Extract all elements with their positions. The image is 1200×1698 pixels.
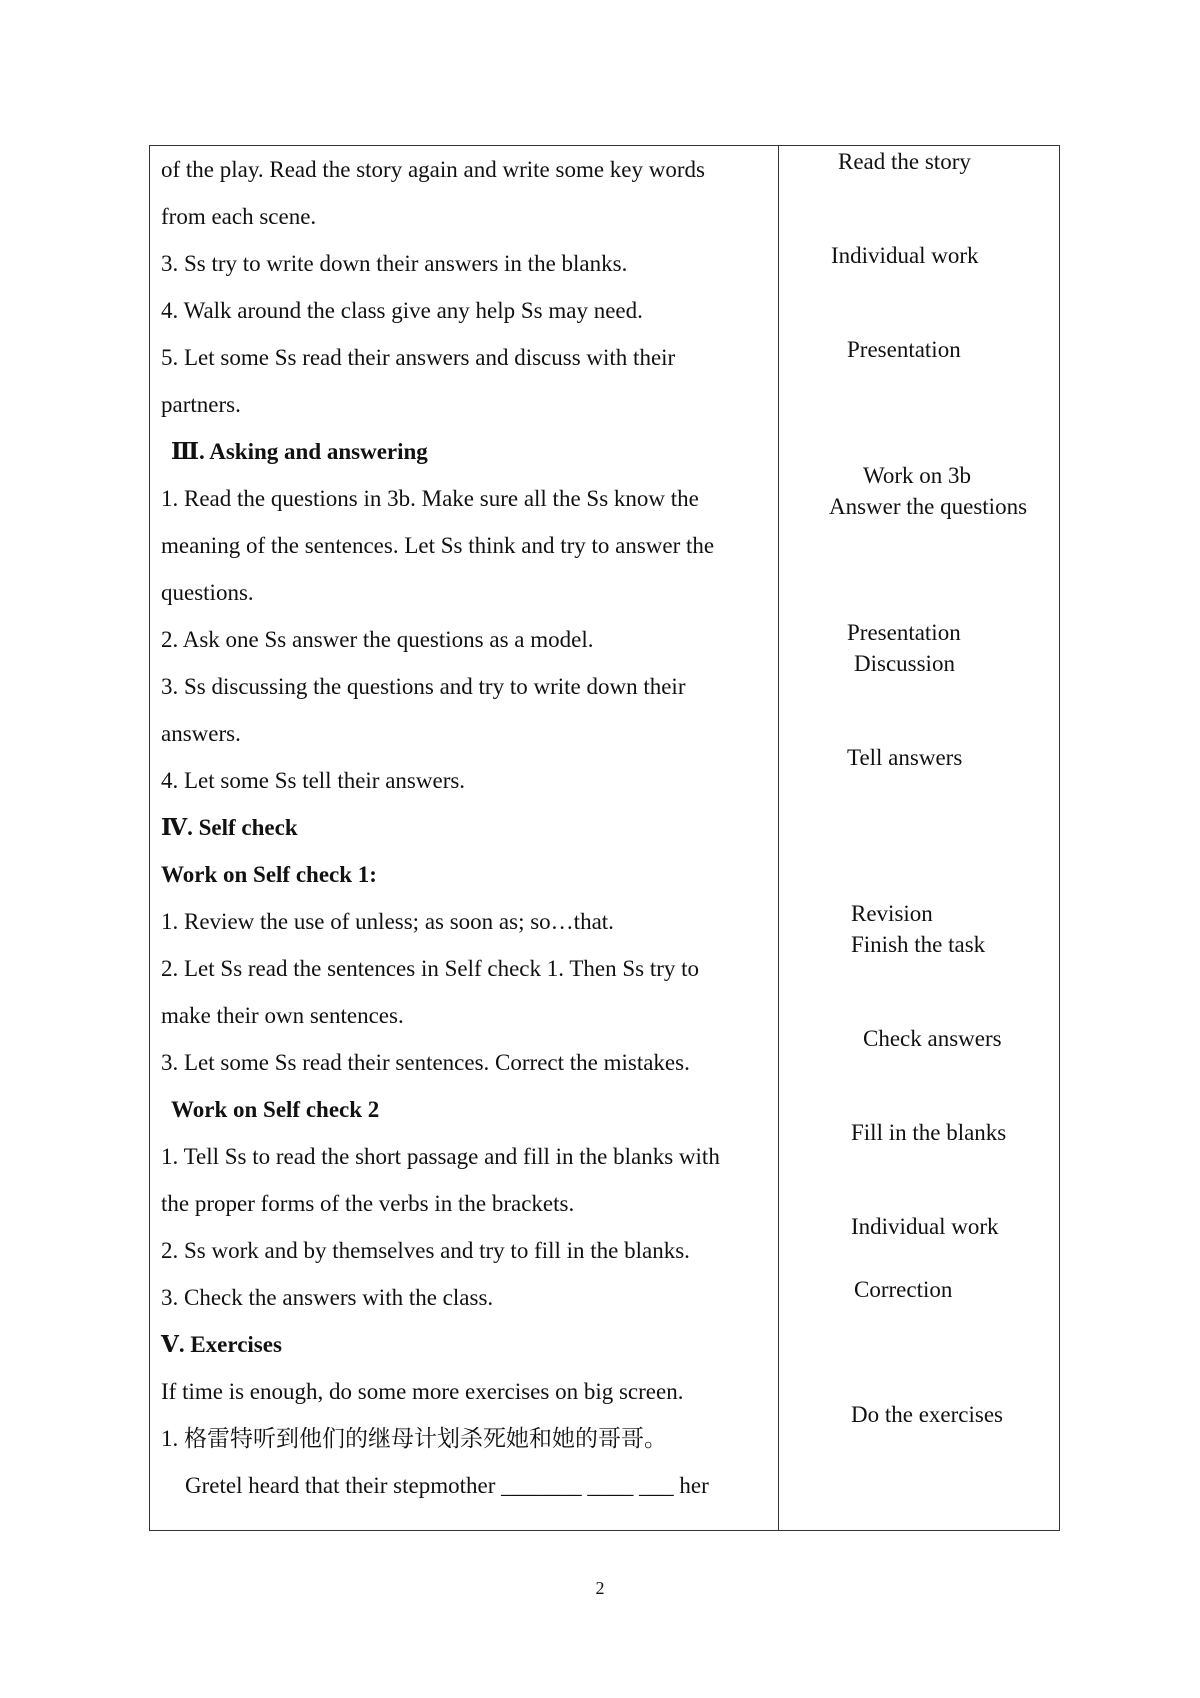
step-line: 1. Tell Ss to read the short passage and fill in the blanks with — [161, 1144, 720, 1169]
step-line: If time is enough, do some more exercises on big screen. — [161, 1379, 684, 1404]
step-line: 1. Read the questions in 3b. Make sure all the Ss know the — [161, 486, 699, 511]
activity-label: Read the story — [838, 149, 971, 174]
step-line: 4. Let some Ss tell their answers. — [161, 768, 466, 793]
step-line: make their own sentences. — [161, 1003, 404, 1028]
step-line: 2. Let Ss read the sentences in Self check 1. Then Ss try to — [161, 956, 700, 981]
activity-label: Revision — [851, 901, 933, 926]
activity-label: Finish the task — [851, 932, 986, 957]
step-line: 2. Ask one Ss answer the questions as a model. — [161, 627, 594, 652]
section-heading: Ⅳ. Self check — [161, 815, 298, 840]
step-line: from each scene. — [161, 204, 317, 229]
step-line: 1. 格雷特听到他们的继母计划杀死她和她的哥哥。 — [161, 1426, 667, 1451]
step-line: 3. Ss try to write down their answers in the blanks. — [161, 251, 628, 276]
activity-label: Check answers — [863, 1026, 1002, 1051]
step-line: 5. Let some Ss read their answers and discuss with their — [161, 345, 676, 370]
step-line: meaning of the sentences. Let Ss think and try to answer the — [161, 533, 715, 558]
step-line: 3. Ss discussing the questions and try to write down their — [161, 674, 686, 699]
section-heading: Ⅲ. Asking and answering — [171, 439, 428, 464]
step-line: partners. — [161, 392, 241, 417]
step-line: 3. Let some Ss read their sentences. Correct the mistakes. — [161, 1050, 690, 1075]
step-line: of the play. Read the story again and write some key words — [161, 157, 705, 182]
subsection-heading: Work on Self check 1: — [161, 862, 377, 887]
step-line: answers. — [161, 721, 241, 746]
activity-label: Presentation — [847, 337, 961, 362]
step-line: 2. Ss work and by themselves and try to fill in the blanks. — [161, 1238, 690, 1263]
step-line: questions. — [161, 580, 254, 605]
activity-label: Do the exercises — [851, 1402, 1003, 1427]
activity-label: Presentation — [847, 620, 961, 645]
step-line: the proper forms of the verbs in the brackets. — [161, 1191, 575, 1216]
activity-label: Work on 3b — [863, 463, 972, 488]
activity-label: Fill in the blanks — [851, 1120, 1007, 1145]
step-line: 3. Check the answers with the class. — [161, 1285, 494, 1310]
student-activities-column — [779, 146, 1060, 1530]
activity-label: Individual work — [831, 243, 979, 268]
page-number: 2 — [595, 1578, 605, 1598]
step-line: 4. Walk around the class give any help Ss may need. — [161, 298, 643, 323]
section-heading: Ⅴ. Exercises — [161, 1332, 282, 1357]
lesson-plan-table — [149, 145, 1060, 1531]
activity-label: Discussion — [854, 651, 955, 676]
activity-label: Tell answers — [847, 745, 963, 770]
activity-label: Individual work — [851, 1214, 999, 1239]
step-line: Gretel heard that their stepmother _______ ____ ___ her — [185, 1473, 709, 1498]
activity-label: Answer the questions — [829, 494, 1028, 519]
activity-label: Correction — [854, 1277, 953, 1302]
step-line: 1. Review the use of unless; as soon as; so…that. — [161, 909, 614, 934]
subsection-heading: Work on Self check 2 — [171, 1097, 380, 1122]
